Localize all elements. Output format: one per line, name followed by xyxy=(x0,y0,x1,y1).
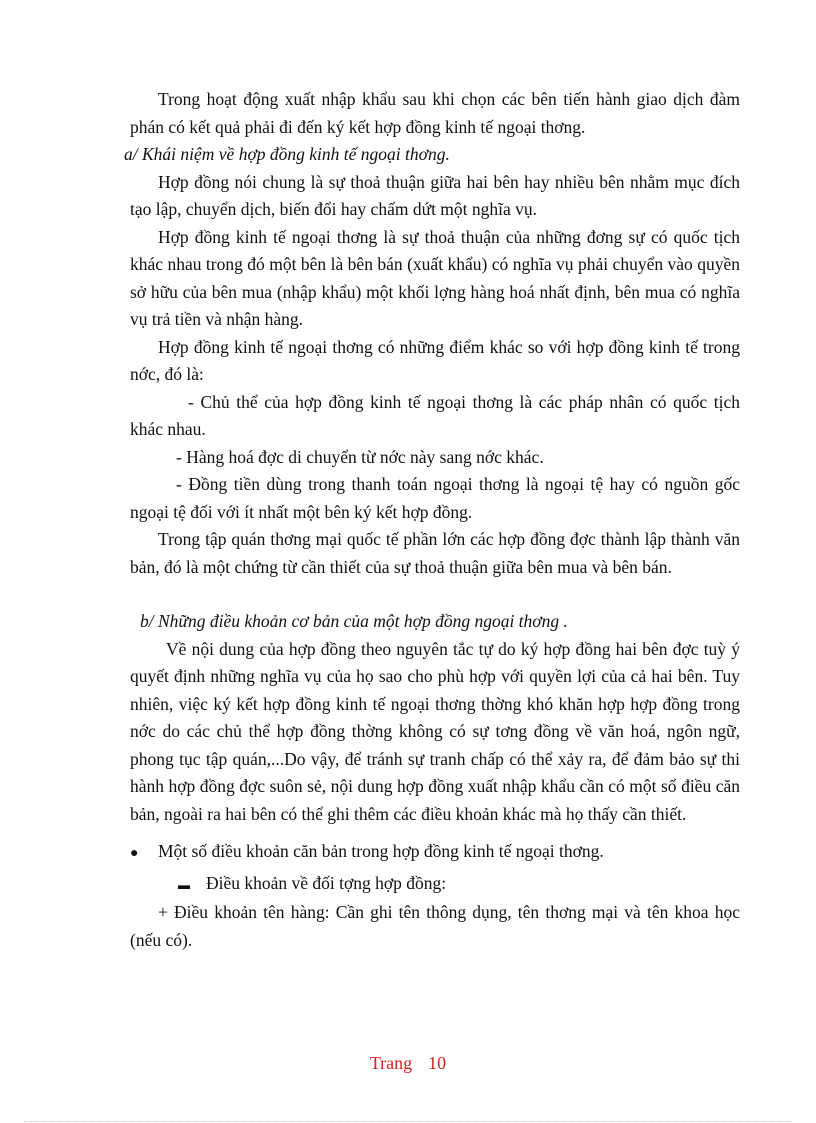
bullet-text: Một số điều khoản căn bản trong hợp đồng kinh tế ngoại thơng. xyxy=(158,841,604,861)
list-item-goods: - Hàng hoá đợc di chuyển từ nớc này sang nớc khác. xyxy=(176,446,544,467)
dash-item xyxy=(178,870,740,900)
list-item-subject: - Chủ thể của hợp đồng kinh tế ngoại thơng là các pháp nhân có quốc tịch khác nhau. xyxy=(130,391,740,439)
paragraph-content: Về nội dung của hợp đồng theo nguyên tắc tự do ký hợp đồng hai bên đợc tuỳ ý quyết định những nghĩa vụ của họ sao cho phù hợp với quyền lợi của cả hai bên. Tuy nhiên, việc ký kết hợp đồng kinh tế ngoại thơng thờng khó khăn hợp hợp đồng trong nớc do các chủ thể hợp đồng thờng không có sự tơng đồng về văn hoá, ngôn ngữ, phong tục tập quán,...Do vậy, để tránh sự tranh chấp có thể xảy ra, để đảm bảo sự thi hành hợp đồng đợc suôn sẻ, nội dung hợp đồng xuất nhập khẩu cần có một số điều căn bản, ngoài ra hai bên có thể ghi thêm các điều khoản khác mà họ thấy cần thiết. xyxy=(130,638,740,824)
page-bottom-divider xyxy=(24,1121,792,1122)
section-heading-b: b/ Những điều khoản cơ bản của một hợp đồng ngoại thơng . xyxy=(140,611,568,631)
page-number: 10 xyxy=(428,1053,447,1073)
page-footer xyxy=(0,1053,816,1074)
list-item-currency: - Đồng tiền dùng trong thanh toán ngoại thơng là ngoại tệ hay có nguồn gốc ngoại tệ đối với ít nhất một bên ký kết hợp đồng. xyxy=(130,474,740,522)
paragraph-item-name: + Điều khoản tên hàng: Cần ghi tên thông dụng, tên thơng mại và tên khoa học (nếu có). xyxy=(130,902,740,950)
bullet-item xyxy=(130,838,740,868)
dash-icon: ▬ xyxy=(178,877,190,892)
page-body xyxy=(124,86,740,954)
paragraph-intro: Trong hoạt động xuất nhập khẩu sau khi chọn các bên tiến hành giao dịch đàm phán có kết quả phải đi đến ký kết hợp đồng kinh tế ngoại thơng. xyxy=(130,89,740,137)
paragraph-differences: Hợp đồng kinh tế ngoại thơng có những điểm khác so với hợp đồng kinh tế trong nớc, đó là: xyxy=(130,336,740,384)
paragraph-definition-foreign: Hợp đồng kinh tế ngoại thơng là sự thoả thuận của những đơng sự có quốc tịch khác nhau trong đó một bên là bên bán (xuất khẩu) có nghĩa vụ phải chuyển vào quyền sở hữu của bên mua (nhập khẩu) một khối lợng hàng hoá nhất định, bên mua có nghĩa vụ trả tiền và nhận hàng. xyxy=(130,226,740,329)
dash-text: Điều khoản về đối tợng hợp đồng: xyxy=(206,872,447,893)
section-heading-a: a/ Khái niệm về hợp đồng kinh tế ngoại thơng. xyxy=(124,144,450,164)
bullet-icon: ● xyxy=(130,846,139,861)
footer-label: Trang xyxy=(369,1053,413,1073)
paragraph-practice: Trong tập quán thơng mại quốc tế phần lớn các hợp đồng đợc thành lập thành văn bản, đó là một chứng từ cần thiết của sự thoả thuận giữa bên mua và bên bán. xyxy=(130,529,740,577)
paragraph-definition-general: Hợp đồng nói chung là sự thoả thuận giữa hai bên hay nhiều bên nhằm mục đích tạo lập, chuyển dịch, biến đổi hay chấm dứt một nghĩa vụ. xyxy=(130,171,740,219)
